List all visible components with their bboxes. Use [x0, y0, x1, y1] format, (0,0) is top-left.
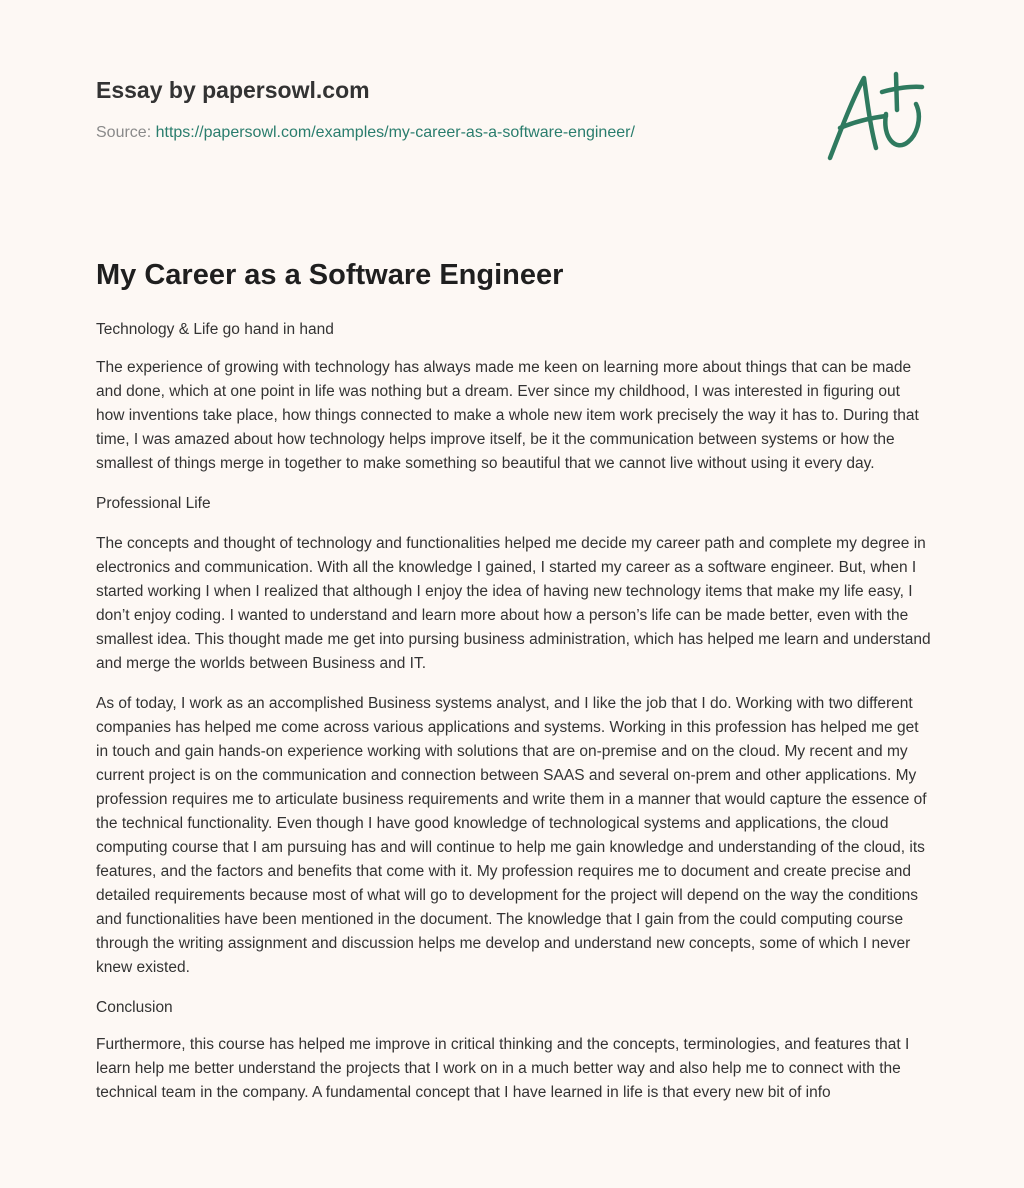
source-link[interactable]: https://papersowl.com/examples/my-career-as-a-software-engineer/ [155, 124, 635, 141]
section-heading-conclusion: Conclusion [96, 999, 173, 1016]
paragraph-3: As of today, I work as an accomplished Business systems analyst, and I like the job that I do. Working with two different companies has helped me come across various applications and systems. Working in this profession has helped me get in touch and gain hands-on experience working with solutions that are on-premise and on the cloud. My recent and my current project is on the communication and connection between SAAS and several on-prem and other applications. My profession requires me to articulate business requirements and write them in a manner that would capture the essence of the technical functionality. Even though I have good knowledge of technological systems and applications, the cloud computing course that I am pursuing has and will continue to help me gain knowledge and understanding of the cloud, its features, and the factors and benefits that come with it. My profession requires me to document and create precise and detailed requirements because most of what will go to development for the project will depend on the way the conditions and functionalities have been mentioned in the document. The knowledge that I gain from the could computing course through the writing assignment and discussion helps me develop and understand new concepts, some of which I never knew existed. [96, 695, 927, 976]
essay-title: My Career as a Software Engineer [96, 259, 564, 291]
essay-content [96, 256, 932, 1105]
section-heading-professional-life: Professional Life [96, 495, 211, 512]
paragraph-1: The experience of growing with technology has always made me keen on learning more about things that can be made and done, which at one point in life was nothing but a dream. Ever since my childhood, I was interested in figuring out how inventions take place, how things connected to make a whole new item work precisely the way it has to. During that time, I was amazed about how technology helps improve itself, be it the communication between systems or how the smallest of things merge in together to make something so beautiful that we cannot live without using it every day. [96, 359, 919, 472]
paragraph-4: Furthermore, this course has helped me improve in critical thinking and the concepts, terminologies, and features that I learn help me better understand the projects that I work on in a much better way and also help me to connect with the technical team in the company. A fundamental concept that I have learned in life is that every new bit of info [96, 1036, 910, 1101]
paragraph-2: The concepts and thought of technology and functionalities helped me decide my career path and complete my degree in electronics and communication. With all the knowledge I gained, I started my career as a software engineer. But, when I started working I when I realized that although I enjoy the idea of having new technology items that make my life easy, I don’t enjoy coding. I wanted to understand and learn more about how a person’s life can be made better, even with the smallest idea. This thought made me get into pursing business administration, which has helped me learn and understand and merge the worlds between Business and IT. [96, 535, 931, 672]
section-heading-technology: Technology & Life go hand in hand [96, 321, 334, 338]
a-plus-grade-icon [824, 70, 928, 164]
source-label: Source: [96, 124, 152, 141]
essay-header [96, 74, 796, 143]
source-line [96, 123, 796, 143]
brand-title: Essay by papersowl.com [96, 77, 370, 103]
